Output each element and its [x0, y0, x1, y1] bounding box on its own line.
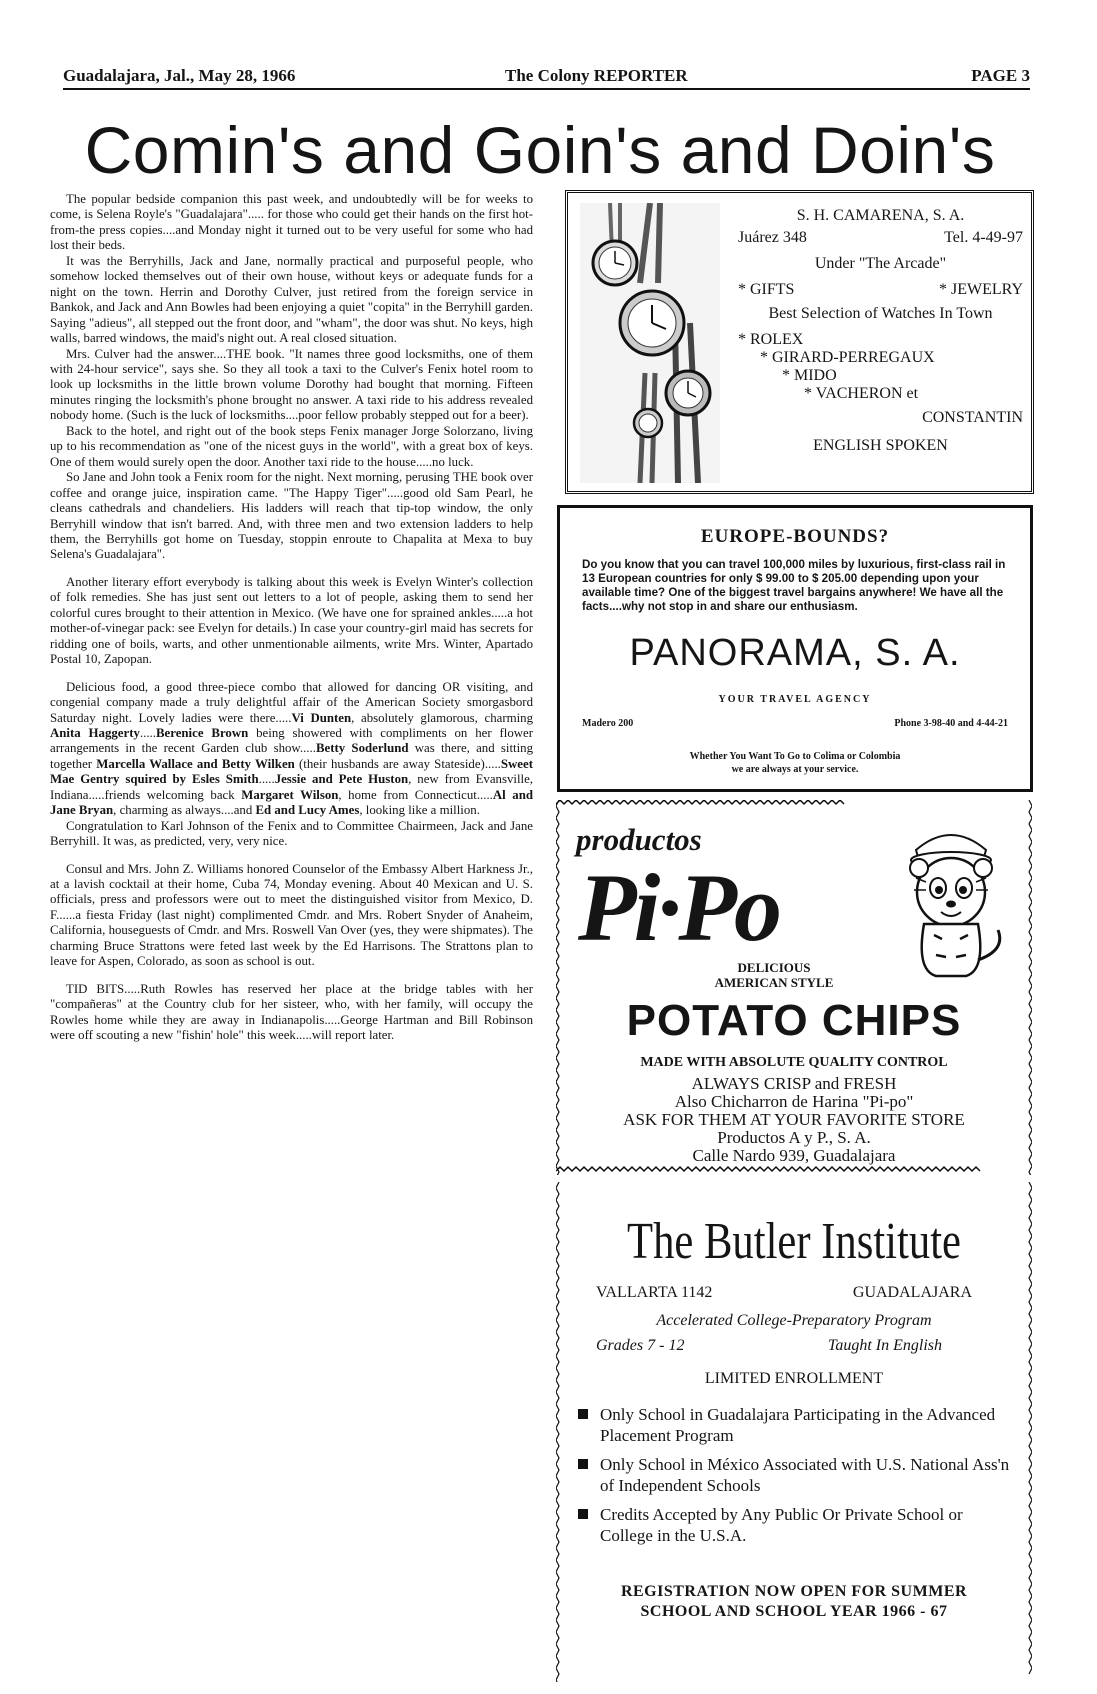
watch-location: Under "The Arcade" — [814, 255, 947, 272]
chips-line: Calle Nardo 939, Guadalajara — [692, 1146, 896, 1165]
watch-brand: * ROLEX — [738, 331, 804, 348]
chips-line: ASK FOR THEM AT YOUR FAVORITE STORE — [623, 1110, 965, 1129]
travel-address: Madero 200 — [582, 718, 634, 729]
butler-city: GUADALAJARA — [852, 1284, 972, 1301]
column-paragraph: Congratulation to Karl Johnson of the Fenix and to Committee Chairmeen, Jack and Jane Berryhill. It was, as predicted, very, very nice. — [50, 818, 533, 849]
travel-company: PANORAMA, S. A. — [629, 632, 961, 674]
chips-title: POTATO CHIPS — [626, 996, 962, 1045]
travel-title: EUROPE-BOUNDS? — [700, 526, 890, 547]
headline: Comin's and Goin's and Doin's — [84, 113, 996, 187]
bullet-square-icon — [578, 1409, 588, 1419]
watch-brand: * VACHERON et — [804, 385, 919, 402]
page-number: PAGE 3 — [971, 66, 1030, 85]
chips-productos-label: productos — [576, 822, 702, 857]
watch-tagline: Best Selection of Watches In Town — [768, 305, 993, 322]
column-paragraph: The popular bedside companion this past week, and undoubtedly will be for weeks to come, is Selena Royle's "Guadalajara"..... for those who could get their hands on the first hot-from-the press copies....and Monday night it turned out to be very useful for some who had lost their beds. — [50, 192, 533, 253]
column-paragraph: Back to the hotel, and right out of the book steps Fenix manager Jorge Solorzano, living up to his recommendation as "one of the nicest guys in the world", with a great box of keys. One of them would surely open the door. Another taxi ride to the house.....no luck. — [50, 423, 533, 469]
butler-grades: Grades 7 - 12 — [596, 1337, 685, 1354]
chips-tagline: DELICIOUS AMERICAN STYLE — [714, 960, 834, 990]
watches-illustration — [580, 203, 720, 483]
butler-enrollment: LIMITED ENROLLMENT — [704, 1370, 884, 1387]
butler-language: Taught In English — [827, 1337, 942, 1354]
watch-brand: CONSTANTIN — [922, 409, 1023, 426]
dateline: Guadalajara, Jal., May 28, 1966 — [63, 66, 296, 85]
chips-line: Also Chicharron de Harina "Pi-po" — [674, 1092, 914, 1111]
column-paragraph: It was the Berryhills, Jack and Jane, normally practical and purposeful people, who somehow locked themselves out of their own house, without keys or adequate funds for a night on the town. Herrin and Dorothy Culver, just retired from the foreign service in Bankok, and Jack and Ann Bowles had been enjoying a quiet "copita" in the Berryhill garden. Saying "adieus", all stepped out the front door, and "wham", the door was shut. No keys, high walls, barred windows, the maid's night out. A real closed situation. — [50, 253, 533, 346]
butler-title: The Butler Institute — [627, 1213, 961, 1270]
butler-program: Accelerated College-Preparatory Program — [656, 1312, 932, 1329]
butler-bullet: Only School in México Associated with U.S. National Ass'n of Independent Schools — [578, 1454, 1010, 1496]
butler-registration: REGISTRATION NOW OPEN FOR SUMMER SCHOOL AND SCHOOL YEAR 1966 - 67 — [620, 1583, 968, 1620]
travel-phone: Phone 3-98-40 and 4-44-21 — [894, 718, 1008, 729]
butler-bullet: Credits Accepted by Any Public Or Private School or College in the U.S.A. — [578, 1504, 1010, 1546]
watch-company: S. H. CAMARENA, S. A. — [796, 207, 965, 224]
column-paragraph: So Jane and John took a Fenix room for the night. Next morning, perusing THE book over coffee and orange juice, inspiration came. "The Happy Tiger".....good old Sam Pearl, he cleans cathedrals and chandeliers. His ladders will reach that tip-top window, the only Berryhill window that isn't barred. And, with three men and two extension ladders to help them, the Berryhills got home on Tuesday, stoppin enroute to Chapalita at Mexa to buy Selena's Guadalajara". — [50, 470, 533, 562]
chips-brand-logo: Pi·Po — [578, 854, 779, 961]
column-paragraph: Mrs. Culver had the answer....THE book. "It names three good locksmiths, one of them with 24-hour service", says she. So they all took a taxi to the Culver's Fenix hotel room to look up locksmiths in the little brown volume Dorothy had bought that morning. Fifteen minutes ringing the locksmith's phone brought no answer. A taxi ride to his address revealed nobody home. (Such is the luck of locksmiths....poor fellow probably stepped out for a beer). — [50, 346, 533, 423]
watch-brand: * GIRARD-PERREGAUX — [760, 349, 935, 366]
butler-address: VALLARTA 1142 — [596, 1284, 713, 1301]
butler-bullet: Only School in Guadalajara Participating in the Advanced Placement Program — [578, 1404, 1010, 1446]
watch-categories: * GIFTS * JEWELRY — [738, 281, 1023, 298]
travel-body: Do you know that you can travel 100,000 miles by luxurious, first-class rail in 13 European countries for only $ 99.00 to $ 205.00 depending upon your available time? One of the biggest travel bargains anywhere! We have all the facts....why not stop in and share our enthusiasm. — [582, 558, 1006, 613]
bullet-square-icon — [578, 1509, 588, 1519]
watch-language: ENGLISH SPOKEN — [813, 437, 948, 454]
potato-chips-ad — [556, 800, 1032, 1175]
chips-line: MADE WITH ABSOLUTE QUALITY CONTROL — [640, 1055, 948, 1070]
watch-store-ad — [565, 190, 1034, 494]
tiger-mascot-icon — [886, 820, 1016, 980]
chips-line: ALWAYS CRISP and FRESH — [691, 1074, 897, 1093]
column-paragraph: Delicious food, a good three-piece combo that allowed for dancing OR visiting, and congenial company made a truly delightful affair of the American Society smorgasbord Saturday night. Lovely ladies were there.....Vi Dunten, absolutely glamorous, charming Anita Haggerty.....Berenice Brown being showered with compliments on her flower arrangements in the recent Garden club show.....Betty Soderlund was there, and sitting together Marcella Wallace and Betty Wilken (their husbands are away Stateside).....Sweet Mae Gentry squired by Esles Smith.....Jessie and Pete Huston, new from Evansville, Indiana.....friends welcoming back Margaret Wilson, home from Connecticut.....Al and Jane Bryan, charming as always....and Ed and Lucy Ames, looking like a million. — [50, 679, 534, 818]
page-header — [63, 64, 1030, 90]
chips-line: Productos A y P., S. A. — [717, 1128, 871, 1147]
column-paragraph: Consul and Mrs. John Z. Williams honored Counselor of the Embassy Albert Harkness Jr., at a lavish cocktail at their home, Cuba 74, Monday evening. About 40 Mexican and U. S. officials, press and professors were out to meet the distinguished visitor from Mexico, D. F......a fiesta Friday (last night) complimented Cmdr. and Mrs. Robert Snyder of Anaheim, California, houseguests of Cmdr. and Mrs. Roswell Van Over (yes, they were shipmates). The charming Bruce Strattons were feted last week by the Ed Harrisons. The Strattons plan to leave for Aspen, Colorado, as soon as school is out. — [50, 861, 533, 969]
bullet-square-icon — [578, 1459, 588, 1469]
column-paragraph: Another literary effort everybody is talking about this week is Evelyn Winter's collection of folk remedies. She has just sent out letters to a lot of people, asking them to send her colorful cures brought to their attention in Mexico. (We have one for sprained ankles.....a hot mother-of-vinegar pack: see Evelyn for details.) In case your country-girl maid has secrets for ridding one of boils, warts, and other unmentionable ailments, write Mrs. Winter, Apartado Postal 10, Zapopan. — [50, 574, 533, 667]
travel-agency-label: YOUR TRAVEL AGENCY — [718, 694, 872, 705]
social-column — [50, 192, 533, 1044]
newspaper-name: The Colony REPORTER — [505, 66, 688, 85]
column-paragraph: TID BITS.....Ruth Rowles has reserved her place at the bridge tables with her "compañeras" at the Country club for her sisteer, who, with her family, will occupy the Rowles home while they are away in Indianapolis.....George Hartman and Bill Robinson were off scouting a new "fishin' hole" this week.....will report later. — [50, 981, 533, 1043]
travel-footer: Whether You Want To Go to Colima or Colombia we are always at your service. — [689, 751, 901, 775]
butler-institute-ad — [556, 1182, 1032, 1682]
watch-brand: * MIDO — [782, 367, 837, 384]
watch-address: Juárez 348 Tel. 4-49-97 — [738, 229, 1023, 246]
travel-agency-ad — [557, 505, 1033, 792]
